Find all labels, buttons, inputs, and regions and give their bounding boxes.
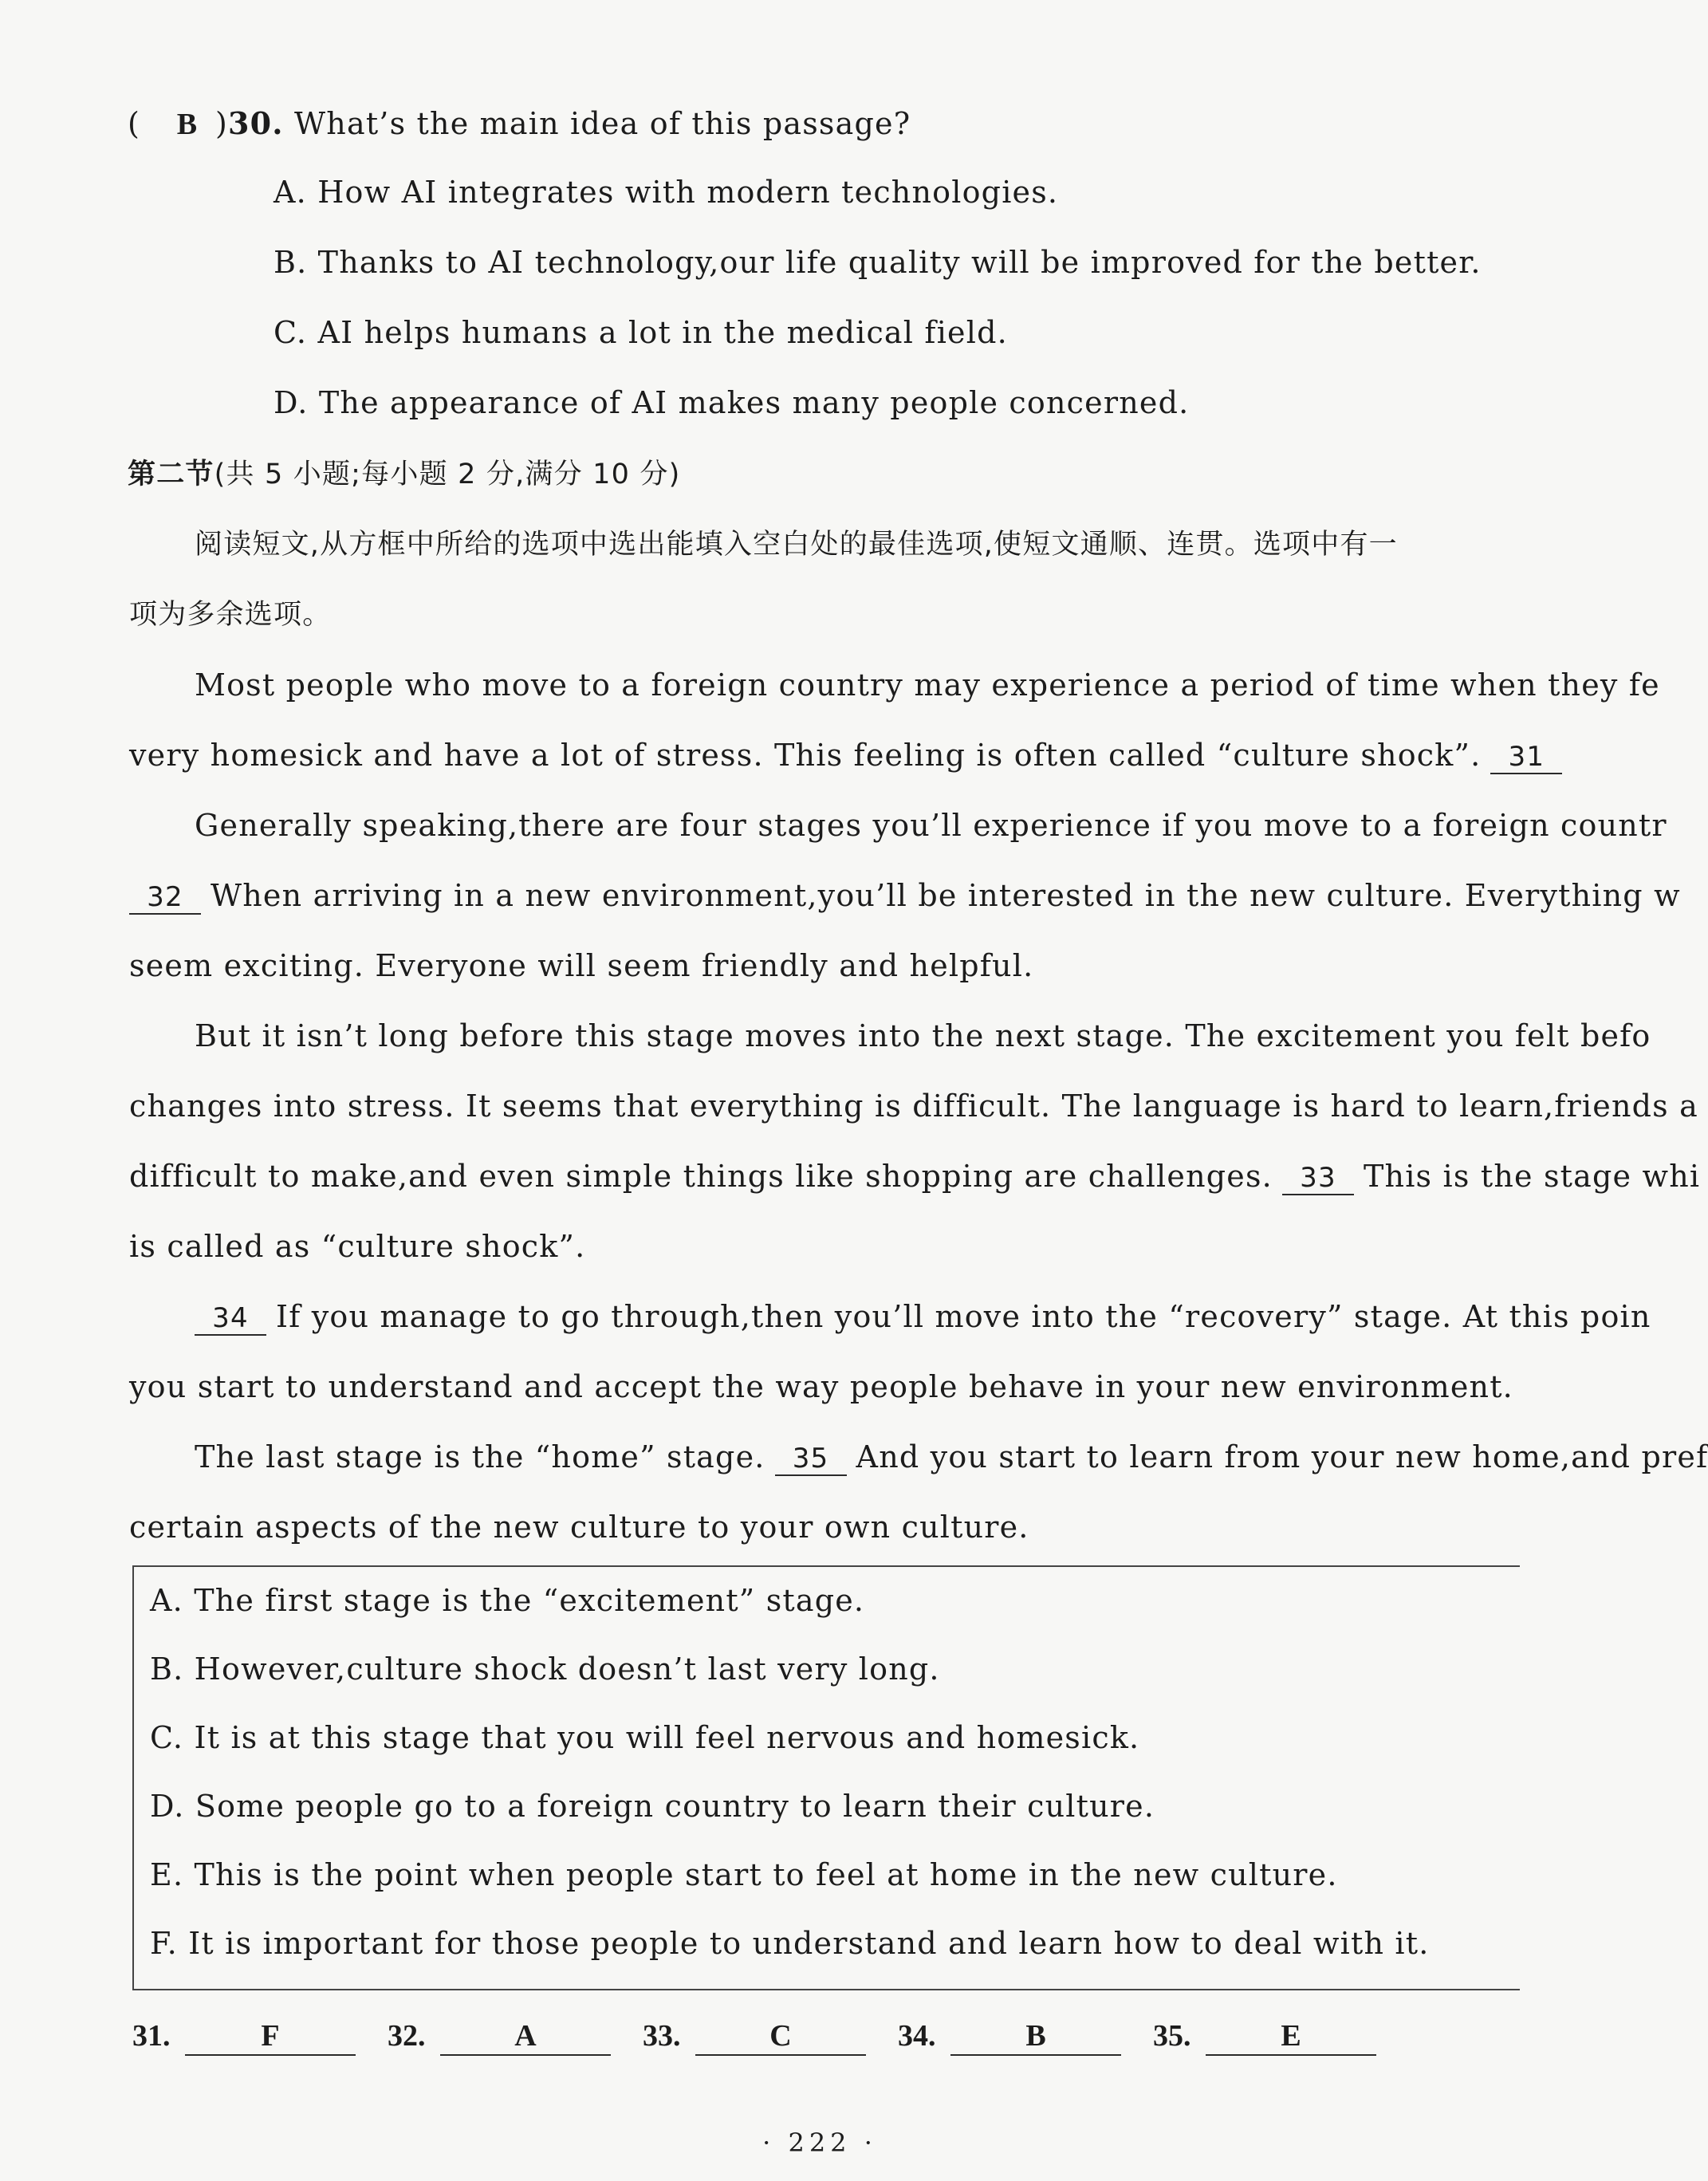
box-option-d: D. Some people go to a foreign country to learn their culture. — [150, 1789, 1155, 1824]
passage-p2-line1: Generally speaking,there are four stages you’ll experience if you move to a foreign countr — [195, 808, 1667, 843]
answer-number: 35. — [1153, 2019, 1191, 2053]
blank-35: 35 — [775, 1443, 847, 1476]
question-stem: What’s the main idea of this passage? — [294, 106, 911, 141]
passage-p4-line1 — [195, 1295, 1651, 1338]
answer-number: 31. — [132, 2019, 171, 2053]
passage-p2-line3: seem exciting. Everyone will seem friendly and helpful. — [129, 948, 1034, 983]
section-subtitle: (共 5 小题;每小题 2 分,满分 10 分) — [214, 459, 681, 490]
passage-text: And you start to learn from your new home,and pref — [856, 1439, 1708, 1474]
passage-p3-line2: changes into stress. It seems that everything is difficult. The language is hard to learn,friends a — [129, 1089, 1698, 1124]
answer-line — [132, 2018, 1512, 2065]
passage-text: The last stage is the “home” stage. — [195, 1439, 765, 1474]
box-option-e: E. This is the point when people start to feel at home in the new culture. — [150, 1857, 1338, 1892]
section-title: 第二节 — [128, 459, 214, 490]
answer-31 — [132, 2018, 356, 2056]
passage-text: difficult to make,and even simple things like shopping are challenges. — [129, 1159, 1273, 1194]
option-a: A. How AI integrates with modern technologies. — [274, 175, 1059, 210]
answer-number: 33. — [643, 2019, 681, 2053]
question-number: 30. — [228, 105, 284, 141]
passage-text: This is the stage whi — [1363, 1159, 1701, 1194]
answer-35 — [1153, 2018, 1376, 2056]
options-box — [132, 1565, 1520, 1990]
passage-p4-line2: you start to understand and accept the way people behave in your new environment. — [129, 1369, 1513, 1404]
box-option-a: A. The first stage is the “excitement” stage. — [150, 1583, 865, 1618]
box-option-b: B. However,culture shock doesn’t last very long. — [150, 1651, 940, 1687]
blank-31: 31 — [1490, 741, 1562, 774]
blank-32: 32 — [129, 881, 201, 915]
passage-p5-line1 — [195, 1435, 1708, 1478]
answer-value: B — [950, 2018, 1121, 2056]
page-number: · 222 · — [762, 2128, 877, 2158]
blank-34: 34 — [195, 1302, 266, 1336]
answer-30: B — [176, 108, 199, 141]
answer-34 — [898, 2018, 1121, 2056]
box-option-f: F. It is important for those people to understand and learn how to deal with it. — [150, 1926, 1430, 1961]
option-b: B. Thanks to AI technology,our life quality will be improved for the better. — [274, 245, 1482, 280]
answer-value: F — [185, 2018, 356, 2056]
passage-p1-line1: Most people who move to a foreign country may experience a period of time when they fe — [195, 667, 1660, 703]
option-d: D. The appearance of AI makes many people concerned. — [274, 385, 1190, 420]
passage-text: very homesick and have a lot of stress. This feeling is often called “culture shock”. — [129, 738, 1482, 773]
passage-p1-line2 — [129, 734, 1545, 777]
answer-value: C — [695, 2018, 866, 2056]
paren-close: ) — [215, 106, 229, 141]
passage-p5-line2: certain aspects of the new culture to your own culture. — [129, 1510, 1029, 1545]
option-c: C. AI helps humans a lot in the medical field. — [274, 315, 1008, 350]
question-30 — [128, 102, 1512, 146]
answer-number: 32. — [388, 2019, 426, 2053]
passage-p3-line4: is called as “culture shock”. — [129, 1229, 586, 1264]
blank-33: 33 — [1282, 1162, 1354, 1195]
passage-text: If you manage to go through,then you’ll move into the “recovery” stage. At this poin — [276, 1299, 1651, 1334]
answer-32 — [388, 2018, 611, 2056]
passage-text: When arriving in a new environment,you’ll be interested in the new culture. Everything w — [211, 878, 1681, 913]
instruction-line-1: 阅读短文,从方框中所给的选项中选出能填入空白处的最佳选项,使短文通顺、连贯。选项中有一 — [195, 529, 1398, 561]
paren-open: ( — [128, 106, 141, 141]
passage-p2-line2 — [129, 874, 1681, 917]
instruction-line-2: 项为多余选项。 — [129, 599, 332, 631]
passage-p3-line1: But it isn’t long before this stage moves into the next stage. The excitement you felt befo — [195, 1018, 1651, 1053]
passage-p3-line3 — [129, 1155, 1701, 1198]
answer-number: 34. — [898, 2019, 936, 2053]
box-option-c: C. It is at this stage that you will feel nervous and homesick. — [150, 1720, 1140, 1755]
section-heading — [128, 453, 1512, 496]
answer-value: E — [1206, 2018, 1376, 2056]
answer-33 — [643, 2018, 866, 2056]
answer-value: A — [440, 2018, 611, 2056]
